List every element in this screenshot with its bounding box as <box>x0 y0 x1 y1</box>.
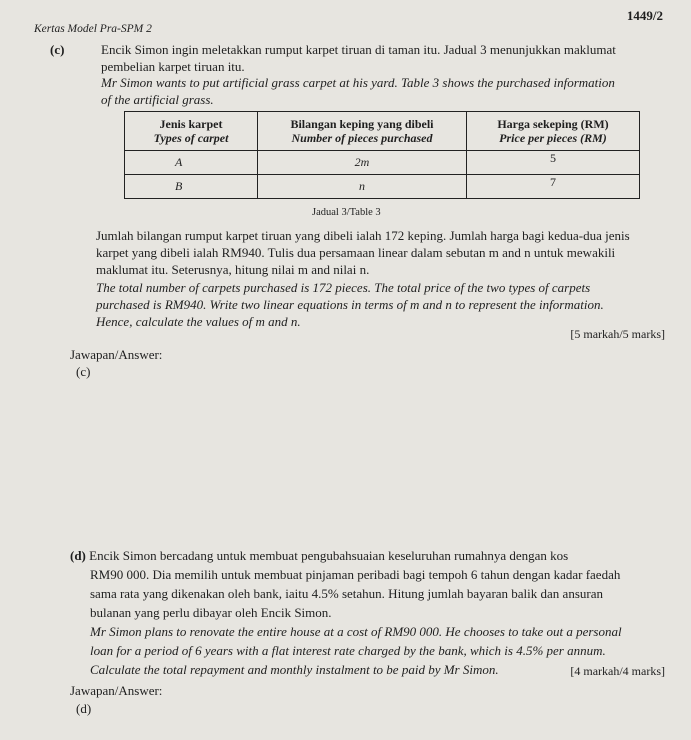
col1-malay: Jenis karpet <box>159 117 223 131</box>
malay-body-line: maklumat itu. Seterusnya, hitung nilai m and nilai n. <box>96 262 370 277</box>
question-d-malay-line: bulanan yang perlu dibayar oleh Encik Simon. <box>90 605 332 620</box>
col3-eng: Price per pieces (RM) <box>499 131 607 145</box>
question-d-marks: [4 markah/4 marks] <box>570 664 665 678</box>
question-c-label: (c) <box>50 42 65 57</box>
eng-body-line: Hence, calculate the values of m and n. <box>96 314 301 329</box>
question-d-malay-line <box>70 546 670 565</box>
table-header-price <box>467 112 640 151</box>
table-row <box>125 151 640 175</box>
question-c-malay-line2: pembelian karpet tiruan itu. <box>101 59 245 74</box>
table-header-type <box>125 112 258 151</box>
question-d-malay-line: RM90 000. Dia memilih untuk membuat pinjaman peribadi bagi tempoh 6 tahun dengan kadar faedah <box>90 567 621 582</box>
question-d-malay-first: Encik Simon bercadang untuk membuat pengubahsuaian keseluruhan rumahnya dengan kos <box>89 548 569 563</box>
table-header-row <box>125 112 640 151</box>
col1-eng: Types of carpet <box>153 131 229 145</box>
col2-malay: Bilangan keping yang dibeli <box>290 117 434 131</box>
row-a-type: A <box>125 151 258 175</box>
table-row <box>125 175 640 199</box>
question-c-eng-line1: Mr Simon wants to put artificial grass carpet at his yard. Table 3 shows the purchased information <box>101 75 615 90</box>
question-d-answer-label: Jawapan/Answer: <box>70 683 163 698</box>
col2-eng: Number of pieces purchased <box>291 131 433 145</box>
question-d-answer-part: (d) <box>76 701 92 716</box>
row-a-pieces: 2m <box>258 151 467 175</box>
question-c-answer-part: (c) <box>76 364 91 379</box>
question-d-label: (d) <box>70 548 86 563</box>
paper-code: 1449/2 <box>626 8 663 23</box>
question-d-eng-line: loan for a period of 6 years with a flat interest rate charged by the bank, which is 4.5% per annum. <box>90 643 606 658</box>
malay-body-line: karpet yang dibeli ialah RM940. Tulis dua persamaan linear dalam sebutan m and n untuk mewakili <box>96 245 616 260</box>
question-c-eng-body <box>96 279 671 330</box>
question-d-malay-line: sama rata yang dikenakan oleh bank, iaitu 4.5% setahun. Hitung jumlah bayaran balik dan ansuran <box>90 586 603 601</box>
paper-series: Kertas Model Pra-SPM 2 <box>34 23 152 35</box>
question-c-answer-label: Jawapan/Answer: <box>70 347 163 362</box>
row-a-price: 5 <box>467 151 640 175</box>
question-d <box>70 546 670 679</box>
table-header-pieces <box>258 112 467 151</box>
row-b-price: 7 <box>467 175 640 199</box>
question-d-eng-line: Calculate the total repayment and monthly instalment to be paid by Mr Simon. <box>90 662 499 677</box>
table-caption: Jadual 3/Table 3 <box>312 207 381 218</box>
question-c-malay-line1: Encik Simon ingin meletakkan rumput karpet tiruan di taman itu. Jadual 3 menunjukkan maklumat <box>101 42 616 57</box>
question-c-eng-line2: of the artificial grass. <box>101 92 214 107</box>
malay-body-line: Jumlah bilangan rumput karpet tiruan yang dibeli ialah 172 keping. Jumlah harga bagi kedua-dua jenis <box>96 228 630 243</box>
question-c-malay-body <box>96 227 671 278</box>
question-d-eng-line: Mr Simon plans to renovate the entire house at a cost of RM90 000. He chooses to take out a personal <box>90 624 622 639</box>
eng-body-line: purchased is RM940. Write two linear equations in terms of m and n to represent the information. <box>96 297 604 312</box>
col3-malay: Harga sekeping (RM) <box>497 117 609 131</box>
eng-body-line: The total number of carpets purchased is 172 pieces. The total price of the two types of carpets <box>96 280 591 295</box>
row-b-pieces: n <box>258 175 467 199</box>
row-b-type: B <box>125 175 258 199</box>
question-c-marks: [5 markah/5 marks] <box>570 327 665 341</box>
carpet-table <box>124 111 640 199</box>
